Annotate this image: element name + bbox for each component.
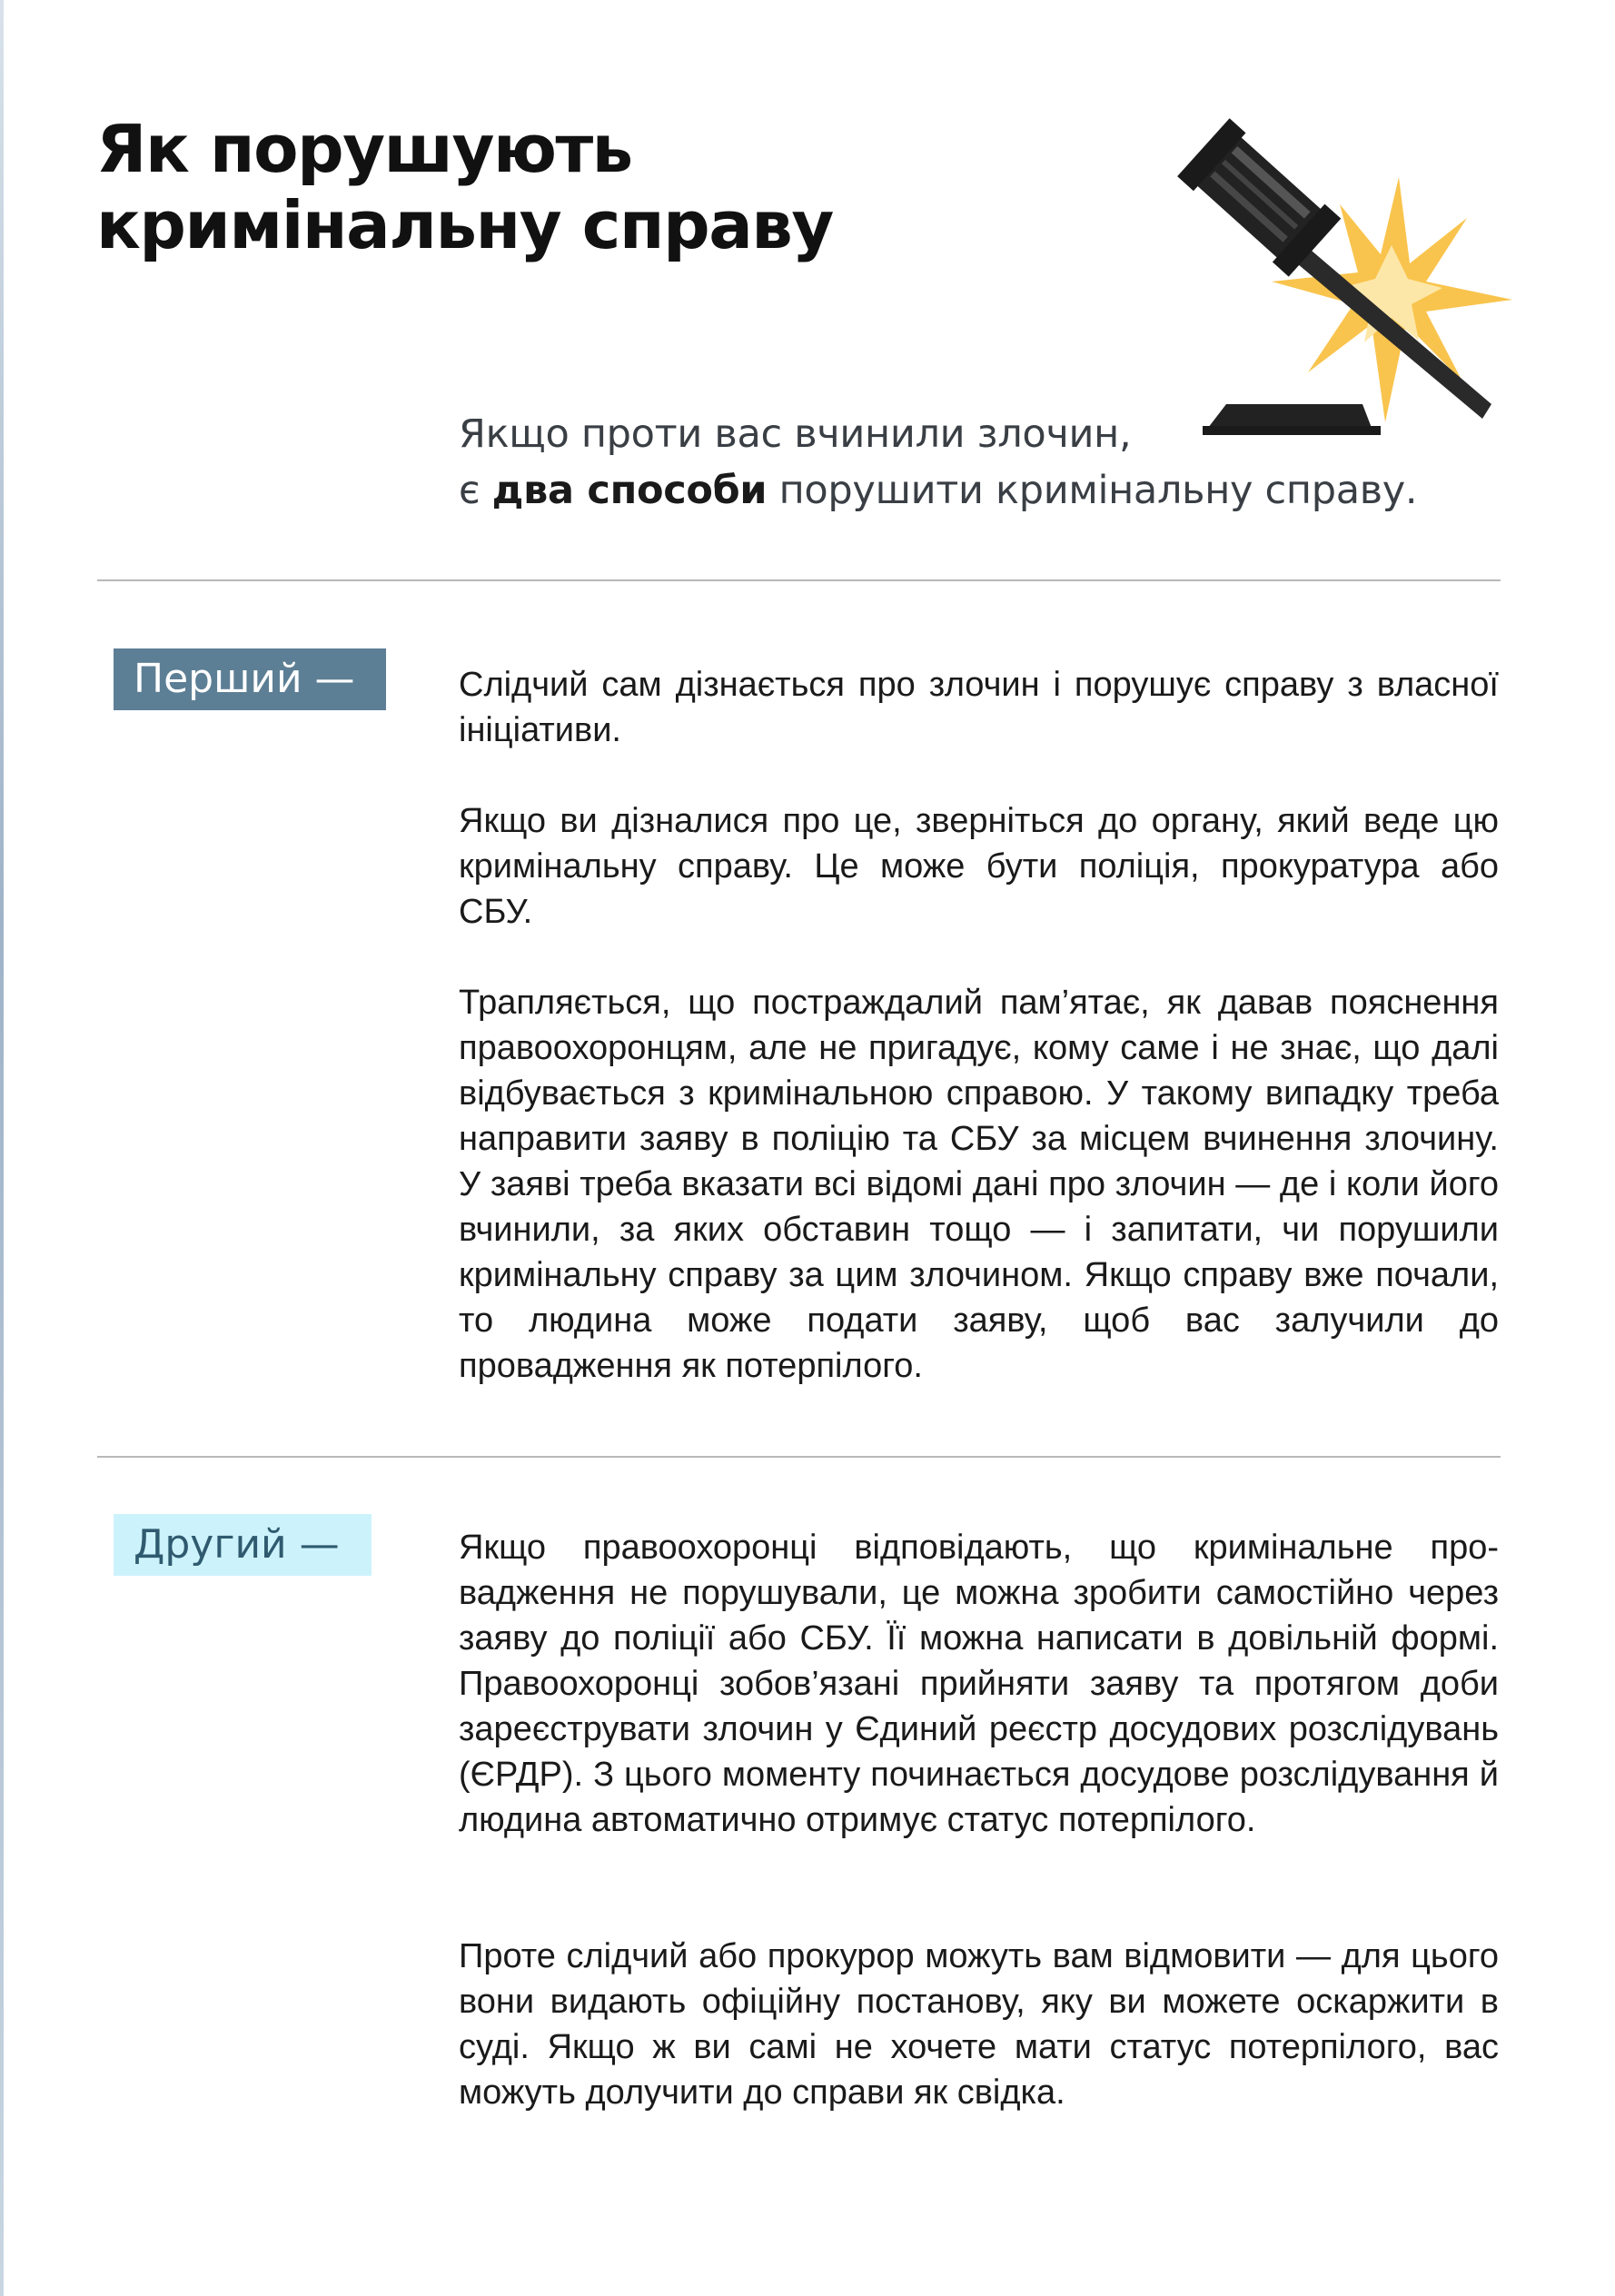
section-first-paragraph-3: Трапляється, що постраждалий пам’ятає, як давав пояснення правоохоронцям, але не пригадує, кому саме і не знає, що далі відбувається з кримінальною справою. У такому випадку треба направити заяву в поліцію та СБУ за місцем вчинення злочину. У заяві треба вказати всі відомі дані про злочин — де і коли його вчинили, за яких обставин тощо — і запитати, чи порушили кримінальну справу за цим злочином. Якщо справу вже почали, то людина може подати заяву, щоб вас залучили до провадження як потерпілого.: [459, 984, 1499, 1385]
gavel-icon: [1154, 86, 1517, 450]
intro-line2-start: є: [459, 468, 492, 513]
section-first-paragraph-1: Слідчий сам дізнається про злочин і порушує справу з власної ініціативи.: [459, 666, 1499, 749]
section-label-first: Перший —: [114, 648, 386, 710]
intro-line2-end: порушити кримінальну справу.: [767, 468, 1418, 513]
section-label-second: Другий —: [114, 1514, 372, 1576]
intro-line1: Якщо проти вас вчинили злочин,: [459, 411, 1132, 457]
intro-line2: [459, 462, 1503, 519]
section-second-paragraph-1: Якщо правоохоронці відповідають, що кримінальне провадження не порушували, це можна зробити самостійно через заяву до поліції або СБУ. Її можна написати в довільній формі. Правоохоронці зобов’язані прийняти заяву та протягом доби зареєструвати злочин у Єдиний реєстр досудових розслідувань (ЄРДР). З цього моменту починається досудове розслідування й людина автоматично отримує статус потерпілого.: [459, 1529, 1499, 1839]
page-title-line1: Як порушують: [96, 111, 632, 187]
section-second-paragraph-2: Проте слідчий або прокурор можуть вам відмовити — для цього вони видають офіційну постанову, яку ви можете оскаржити в суді. Якщо ж ви самі не хочете мати статус потерпілого, вас можуть долучити до справи як свідка.: [459, 1937, 1499, 2112]
divider-middle: [97, 1456, 1501, 1458]
section-first-paragraph-2: Якщо ви дізналися про це, зверніться до органу, який веде цю кримінальну справу. Це може бути поліція, прокуратура або СБУ.: [459, 802, 1499, 931]
page-title-line2: кримінальну справу: [96, 187, 833, 263]
page-edge: [0, 0, 4, 2296]
divider-top: [97, 579, 1501, 581]
intro-text: [459, 406, 1503, 519]
page-title: [96, 111, 833, 263]
intro-emphasis: два способи: [491, 468, 768, 513]
